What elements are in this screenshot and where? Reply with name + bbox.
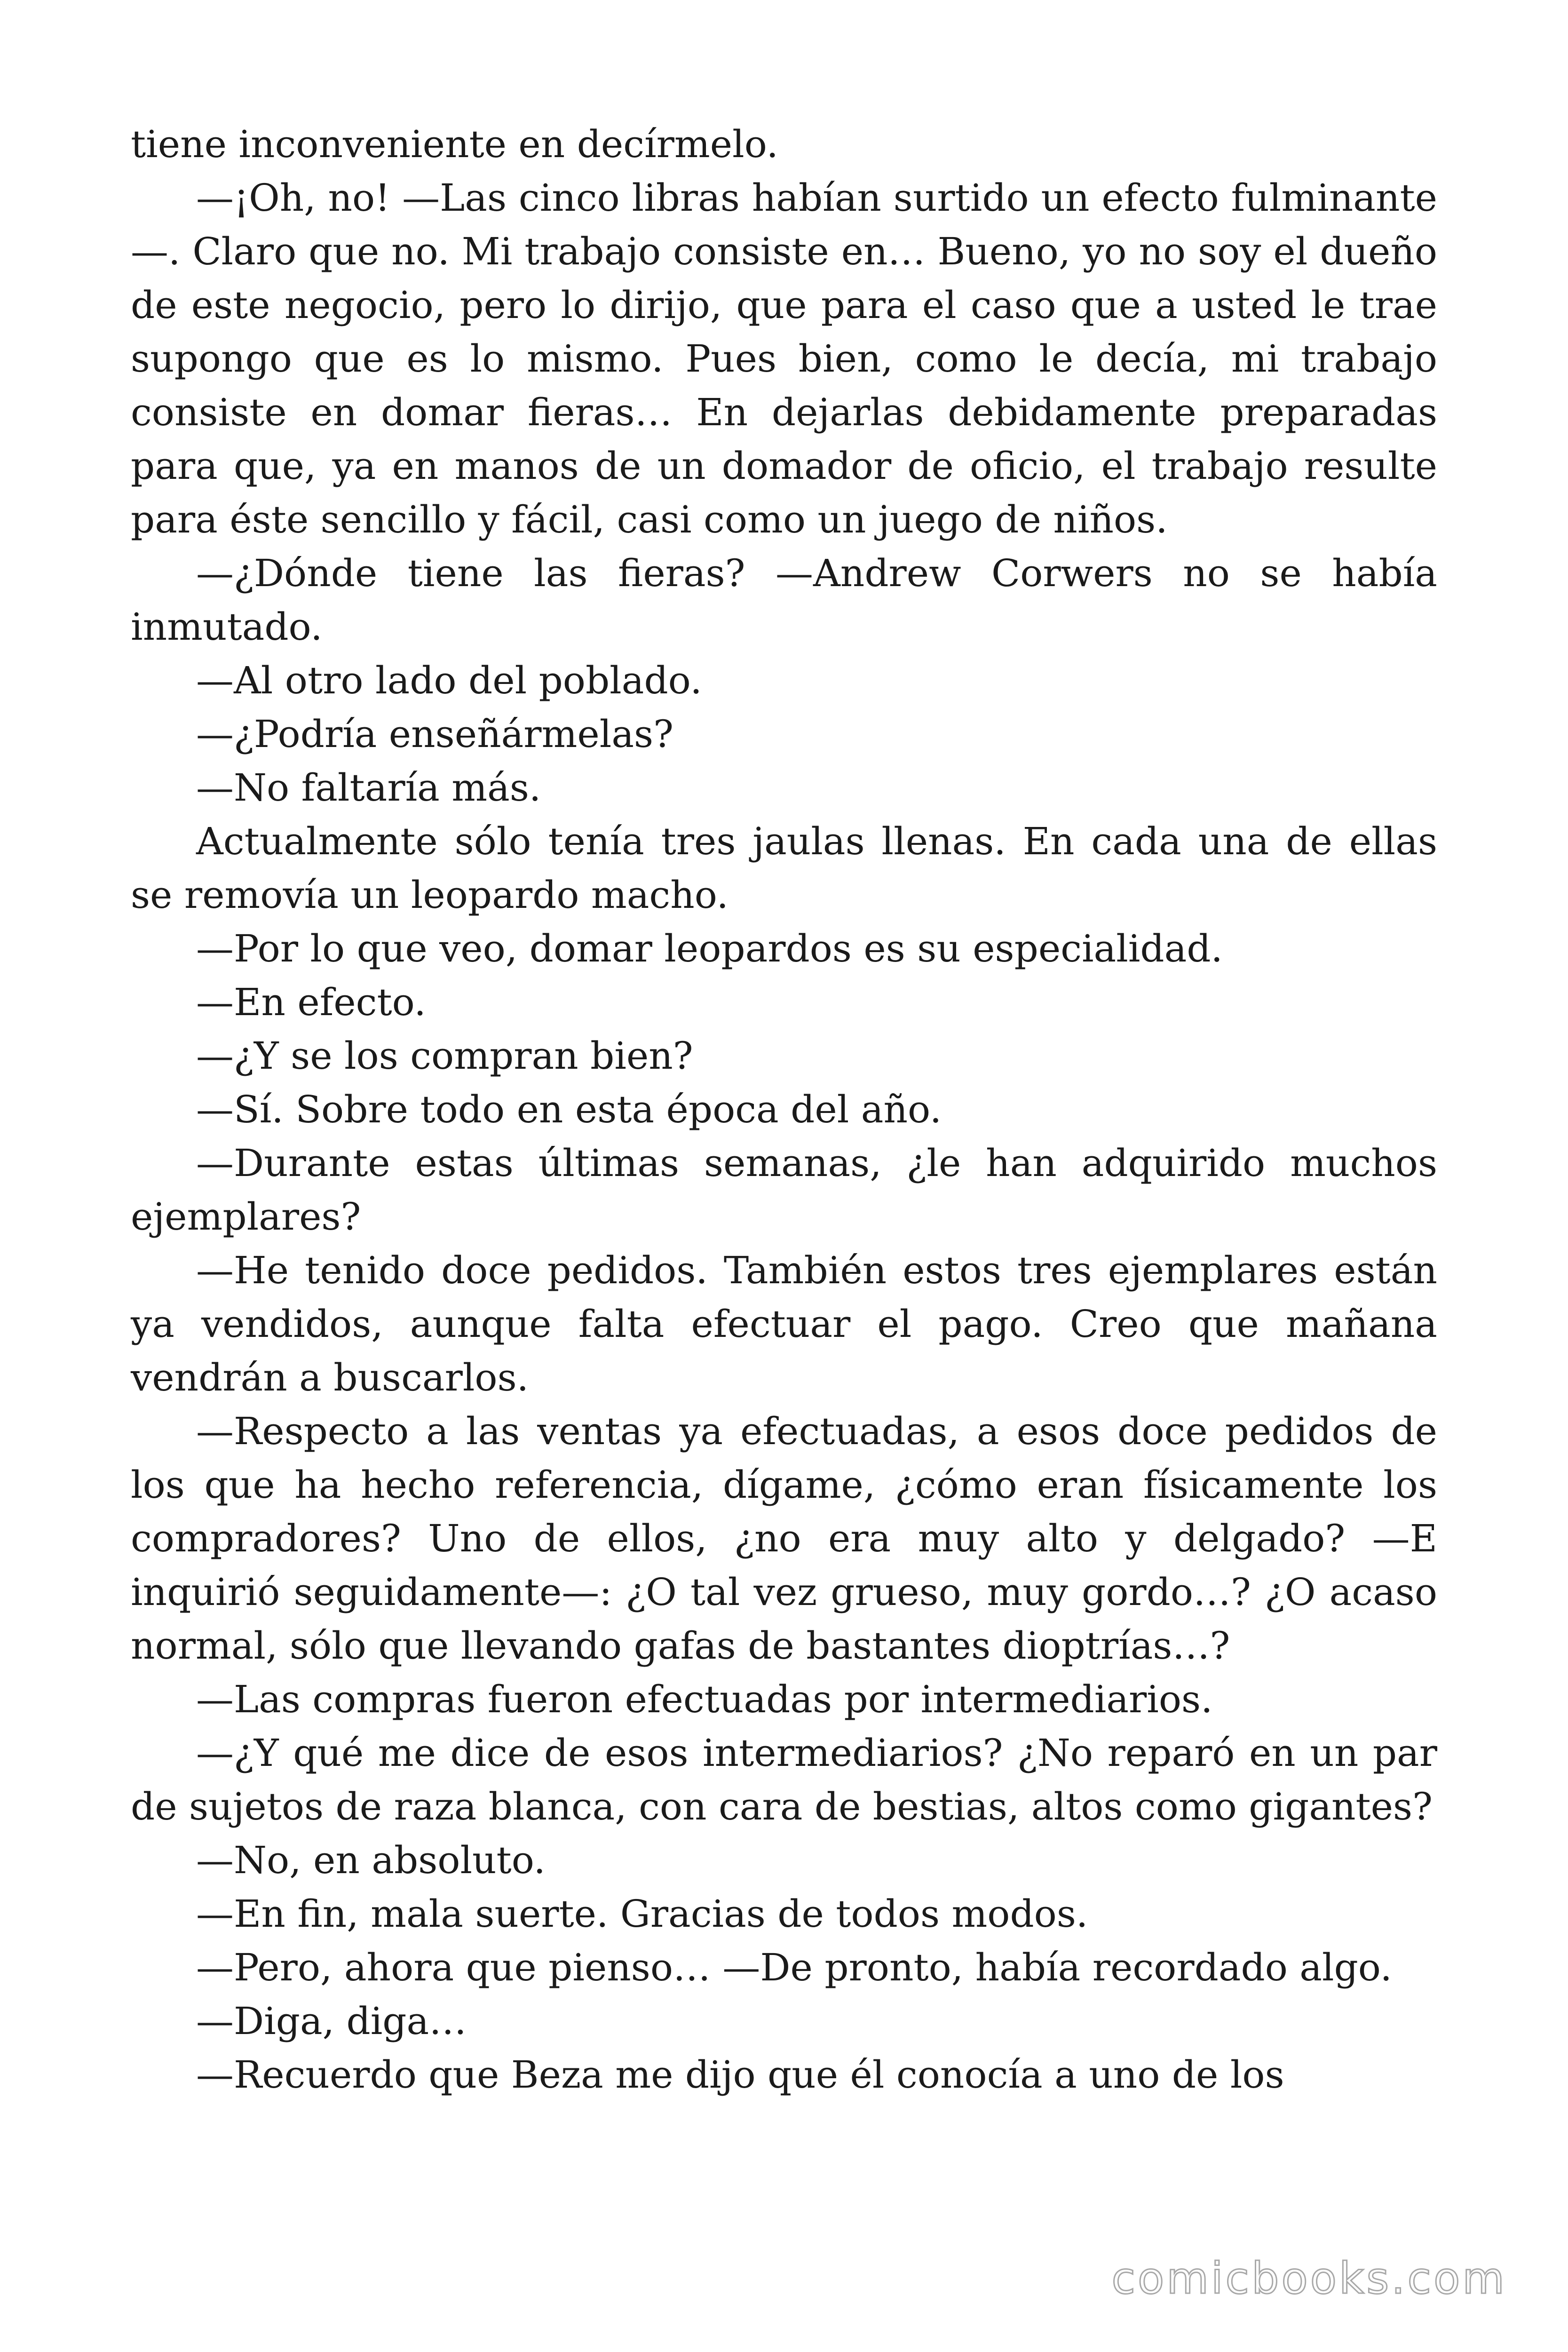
paragraph: —¿Y se los compran bien? — [196, 1034, 693, 1078]
paragraph: —Las compras fueron efectuadas por intermediarios. — [196, 1677, 1213, 1721]
paragraph: —Recuerdo que Beza me dijo que él conocía a uno de los — [196, 2053, 1284, 2097]
paragraph: —Durante estas últimas semanas, ¿le han adquirido muchos ejemplares? — [131, 1141, 1437, 1239]
page-body — [131, 118, 1437, 2102]
paragraph: tiene inconveniente en decírmelo. — [131, 122, 778, 166]
paragraph: —Diga, diga… — [196, 1999, 467, 2043]
paragraph: —Respecto a las ventas ya efectuadas, a esos doce pedidos de los que ha hecho referencia, dígame, ¿cómo eran físicamente los compradores? Uno de ellos, ¿no era muy alto y delgado? —E inquirió seguidamente—: ¿O tal vez grueso, muy gordo…? ¿O acaso normal, sólo que llevando gafas de bastantes dioptrías…? — [131, 1409, 1437, 1668]
paragraph: —En fin, mala suerte. Gracias de todos modos. — [196, 1892, 1088, 1936]
paragraph: —No, en absoluto. — [196, 1838, 546, 1882]
site-watermark: comicbooks.com — [1111, 2253, 1507, 2304]
paragraph: —No faltaría más. — [196, 766, 541, 810]
paragraph: —Al otro lado del poblado. — [196, 659, 702, 702]
paragraph: —¿Y qué me dice de esos intermediarios? ¿No reparó en un par de sujetos de raza blanca, con cara de bestias, altos como gigantes? — [131, 1731, 1437, 1828]
paragraph: —¡Oh, no! —Las cinco libras habían surtido un efecto fulminante—. Claro que no. Mi trabajo consiste en… Bueno, yo no soy el dueño de este negocio, pero lo dirijo, que para el caso que a usted le trae supongo que es lo mismo. Pues bien, como le decía, mi trabajo consiste en domar fieras… En dejarlas debidamente preparadas para que, ya en manos de un domador de oficio, el trabajo resulte para éste sencillo y fácil, casi como un juego de niños. — [131, 176, 1437, 541]
paragraph: —Pero, ahora que pienso… —De pronto, había recordado algo. — [196, 1946, 1392, 1989]
paragraph: —He tenido doce pedidos. También estos tres ejemplares están ya vendidos, aunque falta efectuar el pago. Creo que mañana vendrán a buscarlos. — [131, 1248, 1437, 1399]
paragraph: —¿Dónde tiene las fieras? —Andrew Corwers no se había inmutado. — [131, 551, 1437, 649]
paragraph: —Sí. Sobre todo en esta época del año. — [196, 1088, 942, 1131]
paragraph: —Por lo que veo, domar leopardos es su especialidad. — [196, 927, 1223, 970]
paragraph: Actualmente sólo tenía tres jaulas llenas. En cada una de ellas se removía un leopardo macho. — [131, 819, 1437, 917]
paragraph: —En efecto. — [196, 980, 426, 1024]
paragraph: —¿Podría enseñármelas? — [196, 712, 673, 756]
